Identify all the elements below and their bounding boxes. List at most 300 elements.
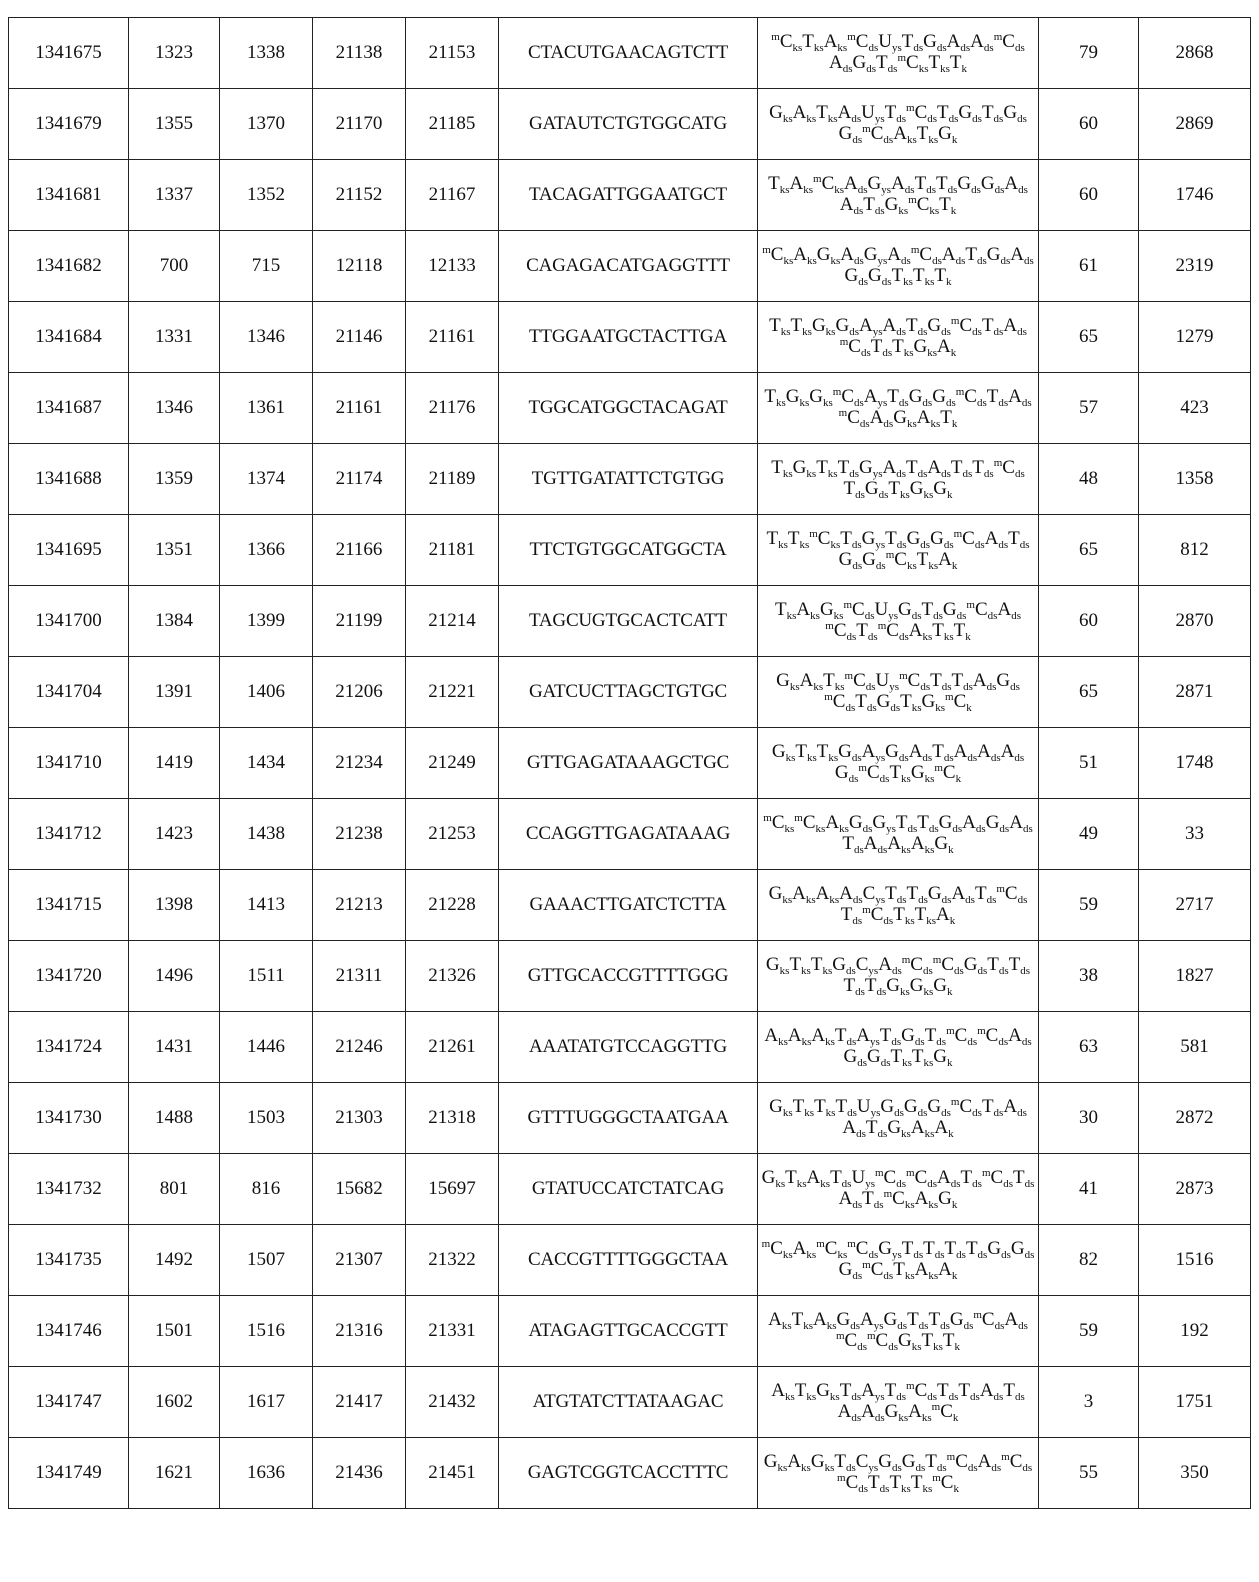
nucleoside-token: $A_{ys}$	[860, 1309, 884, 1333]
sequence-cell: GTATUCCATCTATCAG	[499, 1154, 758, 1225]
nucleoside-token: $G_{ds}$	[838, 741, 862, 765]
nucleoside-token: $T_{ds}$	[862, 1188, 884, 1211]
nucleoside-token: $T_{ks}$	[787, 528, 810, 552]
nucleoside-token: $G_{ds}$	[932, 386, 956, 410]
nucleoside-token: $^mC_{ks}$	[794, 812, 826, 836]
nucleoside-token: $^mC_{ds}$	[901, 954, 933, 978]
nucleoside-token: $A_{ds}$	[1003, 315, 1027, 339]
nucleoside-token: $A_{ds}$	[977, 1451, 1002, 1475]
nucleoside-token: $^mC_{ds}$	[874, 1167, 906, 1191]
nucleoside-token: $T_{ds}$	[944, 1238, 966, 1262]
inhibition-cell: 57	[1039, 373, 1139, 444]
site2-stop-cell: 21167	[406, 160, 499, 231]
nucleoside-token: $G_{ds}$	[878, 1451, 902, 1475]
inhibition-cell: 61	[1039, 231, 1139, 302]
nucleoside-token: $G_{ks}$	[816, 244, 841, 268]
nucleoside-token: $T_{ds}$	[974, 883, 997, 907]
nucleoside-token: $G_{ds}$	[949, 1309, 974, 1333]
nucleoside-token: $T_{ds}$	[843, 478, 865, 501]
site1-start-cell: 1346	[129, 373, 220, 444]
nucleoside-token: $^mC_{ds}$	[950, 315, 982, 339]
site2-stop-cell: 21432	[406, 1367, 499, 1438]
compound-id-cell: 1341715	[9, 870, 129, 941]
nucleoside-token: $^mC_k$	[945, 691, 972, 714]
nucleoside-token: $C_{ys}$	[855, 954, 879, 978]
nucleoside-token: $T_k$	[940, 407, 958, 430]
nucleoside-token: $T_{ds}$	[842, 833, 864, 856]
nucleoside-token: $T_{ds}$	[901, 1238, 924, 1262]
nucleoside-token: $T_{ds}$	[843, 975, 865, 998]
nucleoside-token: $U_{ys}$	[874, 599, 898, 623]
nucleoside-token: $^mC_{ds}$	[906, 102, 938, 126]
chemistry-notation-cell	[758, 1154, 1039, 1225]
nucleoside-token: $A_{ks}$	[815, 883, 840, 907]
nucleoside-token: $T_k$	[934, 265, 952, 288]
chemistry-notation-cell	[758, 1225, 1039, 1296]
nucleoside-token: $G_{ds}$	[832, 954, 856, 978]
nucleoside-token: $^mC_{ds}$	[910, 244, 942, 268]
nucleoside-token: $G_{ds}$	[835, 315, 859, 339]
nucleoside-token: $A_{ds}$	[878, 954, 902, 978]
site1-stop-cell: 715	[220, 231, 313, 302]
nucleoside-token: $A_{ds}$	[984, 528, 1009, 552]
nucleoside-token: $T_{ds}$	[837, 457, 859, 481]
nucleoside-token: $^mC_{ds}$	[862, 1259, 894, 1282]
nucleoside-token: $T_{ds}$	[835, 1096, 857, 1120]
site2-stop-cell: 21451	[406, 1438, 499, 1509]
table-row	[9, 302, 1251, 373]
nucleoside-token: $A_{ds}$	[840, 244, 864, 268]
site1-start-cell: 1423	[129, 799, 220, 870]
compound-id-cell: 1341684	[9, 302, 129, 373]
nucleoside-token: $^mC_{ks}$	[809, 528, 841, 552]
site2-start-cell: 21417	[313, 1367, 406, 1438]
nucleoside-token: $G_{ds}$	[834, 762, 859, 785]
nucleoside-token: $G_{ds}$	[923, 31, 947, 55]
nucleoside-token: $T_{ds}$	[965, 1238, 988, 1262]
nucleoside-token: $T_{ds}$	[840, 904, 863, 927]
nucleoside-token: $A_{ds}$	[844, 173, 868, 197]
table-row	[9, 1225, 1251, 1296]
nucleoside-token: $T_{ds}$	[870, 336, 893, 359]
inhibition-cell: 60	[1039, 586, 1139, 657]
chemistry-notation-cell	[758, 444, 1039, 515]
table-row	[9, 231, 1251, 302]
nucleoside-token: $A_{ds}$	[1004, 173, 1028, 197]
nucleoside-token: $^mC_{ds}$	[946, 1025, 978, 1049]
nucleoside-token: $T_{ks}$	[910, 1472, 933, 1495]
seq-id-cell: 350	[1139, 1438, 1251, 1509]
nucleoside-token: $T_{ks}$	[916, 549, 939, 572]
nucleoside-token: $A_{ks}$	[764, 1025, 788, 1049]
site2-stop-cell: 21181	[406, 515, 499, 586]
nucleoside-token: $G_k$	[934, 833, 954, 856]
site1-stop-cell: 1446	[220, 1012, 313, 1083]
nucleoside-token: $A_{ds}$	[882, 457, 906, 481]
inhibition-cell: 48	[1039, 444, 1139, 515]
nucleoside-token: $G_{ys}$	[878, 1238, 902, 1262]
site1-stop-cell: 1636	[220, 1438, 313, 1509]
nucleoside-token: $T_{ks}$	[792, 1096, 815, 1120]
nucleoside-token: $T_{ks}$	[932, 620, 954, 643]
compound-id-cell: 1341700	[9, 586, 129, 657]
nucleoside-token: $G_{ds}$	[838, 1259, 863, 1282]
nucleoside-token: $A_{ys}$	[861, 741, 886, 765]
site2-start-cell: 21161	[313, 373, 406, 444]
chemistry-notation-cell	[758, 728, 1039, 799]
seq-id-cell: 192	[1139, 1296, 1251, 1367]
nucleoside-token: $A_{ks}$	[768, 1309, 792, 1333]
nucleoside-token: $^mC_{ds}$	[835, 1330, 867, 1353]
table-row	[9, 1367, 1251, 1438]
compound-id-cell: 1341724	[9, 1012, 129, 1083]
nucleoside-token: $^mC_{ds}$	[950, 1096, 982, 1120]
compound-id-cell: 1341730	[9, 1083, 129, 1154]
nucleoside-token: $T_{ks}$	[802, 31, 824, 55]
nucleoside-token: $T_{ds}$	[914, 173, 936, 197]
nucleoside-token: $^mC_{ds}$	[899, 670, 931, 694]
nucleoside-token: $^mC_{ds}$	[955, 386, 987, 410]
site1-start-cell: 1492	[129, 1225, 220, 1296]
site2-start-cell: 21246	[313, 1012, 406, 1083]
nucleoside-token: $A_{ks}$	[771, 1380, 795, 1404]
seq-id-cell: 423	[1139, 373, 1251, 444]
nucleoside-token: $G_{ds}$	[986, 244, 1011, 268]
nucleoside-token: $T_{ds}$	[923, 1238, 945, 1262]
nucleoside-token: $^mC_{ks}$	[763, 812, 795, 836]
nucleoside-token: $T_{ds}$	[884, 1380, 906, 1404]
chemistry-notation-cell	[758, 941, 1039, 1012]
nucleoside-token: $^mC_{ds}$	[866, 1330, 899, 1353]
nucleoside-token: $G_{ds}$	[980, 173, 1005, 197]
nucleoside-token: $A_{ds}$	[946, 31, 971, 55]
nucleoside-token: $T_{ks}$	[914, 904, 936, 927]
nucleoside-token: $A_{ds}$	[979, 1380, 1004, 1404]
nucleoside-token: $A_{ks}$	[796, 599, 820, 623]
site2-stop-cell: 21326	[406, 941, 499, 1012]
chemistry-notation-cell	[758, 870, 1039, 941]
nucleoside-token: $^mC_k$	[934, 762, 962, 785]
site2-stop-cell: 21161	[406, 302, 499, 373]
nucleoside-token: $G_{ds}$	[885, 741, 909, 765]
nucleoside-token: $T_{ds}$	[950, 457, 973, 481]
nucleoside-token: $A_{ks}$	[908, 620, 933, 643]
nucleoside-token: $T_{ks}$	[795, 741, 817, 765]
site1-start-cell: 1419	[129, 728, 220, 799]
sequence-cell: TGGCATGGCTACAGAT	[499, 373, 758, 444]
nucleoside-token: $T_{ks}$	[764, 386, 786, 410]
nucleoside-token: $G_{ds}$	[942, 599, 967, 623]
site2-start-cell: 21303	[313, 1083, 406, 1154]
table-row	[9, 1012, 1251, 1083]
nucleoside-token: $T_{ks}$	[889, 1472, 911, 1495]
nucleoside-token: $^mC_{ds}$	[862, 904, 894, 927]
site1-stop-cell: 1374	[220, 444, 313, 515]
nucleoside-token: $G_k$	[933, 1046, 953, 1069]
nucleoside-token: $G_{ys}$	[863, 244, 888, 268]
nucleoside-token: $A_{ks}$	[916, 407, 941, 430]
seq-id-cell: 2870	[1139, 586, 1251, 657]
nucleoside-token: $G_{ks}$	[785, 386, 810, 410]
nucleoside-token: $T_{ds}$	[885, 528, 907, 552]
chemistry-notation-cell	[758, 18, 1039, 89]
site2-start-cell: 21166	[313, 515, 406, 586]
site2-start-cell: 21199	[313, 586, 406, 657]
nucleoside-token: $G_{ds}$	[930, 528, 954, 552]
nucleoside-token: $T_{ks}$	[893, 1259, 915, 1282]
nucleoside-token: $T_{ds}$	[895, 812, 918, 836]
nucleoside-token: $A_{ks}$	[793, 244, 817, 268]
nucleoside-token: $T_{ds}$	[921, 599, 943, 623]
nucleoside-token: $A_{ks}$	[792, 102, 817, 126]
seq-id-cell: 1746	[1139, 160, 1251, 231]
site2-stop-cell: 21249	[406, 728, 499, 799]
site2-stop-cell: 21318	[406, 1083, 499, 1154]
nucleoside-token: $^mC_{ks}$	[897, 52, 929, 75]
sequence-cell: GTTGCACCGTTTTGGG	[499, 941, 758, 1012]
inhibition-cell: 49	[1039, 799, 1139, 870]
sequence-cell: CAGAGACATGAGGTTT	[499, 231, 758, 302]
nucleoside-token: $G_k$	[933, 478, 953, 501]
nucleoside-token: $A_{ks}$	[914, 1259, 939, 1282]
nucleoside-token: $T_k$	[939, 194, 957, 217]
site2-stop-cell: 21189	[406, 444, 499, 515]
site1-stop-cell: 1503	[220, 1083, 313, 1154]
sequence-cell: CTACUTGAACAGTCTT	[499, 18, 758, 89]
site2-start-cell: 21170	[313, 89, 406, 160]
nucleoside-token: $G_{ds}$	[844, 265, 869, 288]
nucleoside-token: $G_{ds}$	[836, 1309, 861, 1333]
inhibition-cell: 3	[1039, 1367, 1139, 1438]
site1-start-cell: 1391	[129, 657, 220, 728]
nucleoside-token: $^mC_{ds}$	[862, 123, 894, 146]
site2-stop-cell: 21261	[406, 1012, 499, 1083]
nucleoside-token: $G_{ks}$	[792, 457, 817, 481]
nucleoside-token: $G_{ds}$	[864, 478, 889, 501]
table-body	[9, 18, 1251, 1509]
nucleoside-token: $T_{ds}$	[1008, 954, 1031, 978]
site1-start-cell: 1602	[129, 1367, 220, 1438]
nucleoside-token: $T_{ds}$	[868, 1472, 890, 1495]
nucleoside-token: $A_k$	[937, 336, 957, 359]
nucleoside-token: $A_{ds}$	[861, 1401, 885, 1424]
sequence-cell: GTTTUGGGCTAATGAA	[499, 1083, 758, 1154]
nucleoside-token: $T_{ks}$	[823, 670, 845, 694]
nucleoside-token: $G_{ds}$	[898, 599, 922, 623]
site1-start-cell: 1488	[129, 1083, 220, 1154]
nucleoside-token: $G_{ks}$	[909, 975, 934, 998]
nucleoside-token: $G_{ds}$	[906, 528, 931, 552]
nucleoside-token: $G_{ds}$	[927, 315, 951, 339]
site1-start-cell: 700	[129, 231, 220, 302]
chemistry-notation-cell	[758, 231, 1039, 302]
nucleoside-token: $^mC_{ds}$	[825, 620, 857, 643]
nucleoside-token: $A_{ks}$	[799, 670, 824, 694]
nucleoside-token: $T_{ds}$	[884, 102, 906, 126]
nucleoside-token: $T_{ds}$	[981, 102, 1004, 126]
nucleoside-token: $T_{ks}$	[912, 265, 935, 288]
nucleoside-token: $G_{ks}$	[884, 1401, 909, 1424]
nucleoside-token: $G_{ds}$	[876, 691, 901, 714]
nucleoside-token: $G_{ds}$	[1010, 1238, 1035, 1262]
compound-id-cell: 1341679	[9, 89, 129, 160]
chemistry-notation-cell	[758, 657, 1039, 728]
site1-stop-cell: 1406	[220, 657, 313, 728]
table-row	[9, 444, 1251, 515]
seq-id-cell: 2871	[1139, 657, 1251, 728]
nucleoside-token: $T_{ds}$	[928, 1309, 950, 1333]
nucleoside-token: $T_{ds}$	[924, 1025, 947, 1049]
compound-id-cell: 1341687	[9, 373, 129, 444]
inhibition-cell: 60	[1039, 89, 1139, 160]
oligonucleotide-data-table	[8, 17, 1251, 1509]
nucleoside-token: $G_{ds}$	[958, 102, 982, 126]
nucleoside-token: $A_{ds}$	[977, 741, 1001, 765]
nucleoside-token: $T_{ds}$	[834, 1025, 857, 1049]
nucleoside-token: $A_{ys}$	[858, 315, 883, 339]
nucleoside-token: $^mC_{ds}$	[977, 1025, 1009, 1049]
nucleoside-token: $G_{ks}$	[884, 194, 909, 217]
nucleoside-token: $A_{ds}$	[887, 244, 911, 268]
table-row	[9, 941, 1251, 1012]
site2-start-cell: 15682	[313, 1154, 406, 1225]
nucleoside-token: $G_{ds}$	[843, 1046, 867, 1069]
nucleoside-token: $A_{ks}$	[813, 1309, 837, 1333]
site2-start-cell: 21307	[313, 1225, 406, 1296]
seq-id-cell: 2872	[1139, 1083, 1251, 1154]
nucleoside-token: $T_{ks}$	[889, 762, 911, 785]
nucleoside-token: $A_{ds}$	[972, 670, 997, 694]
site1-start-cell: 1431	[129, 1012, 220, 1083]
nucleoside-token: $T_{ds}$	[935, 173, 958, 197]
site2-stop-cell: 21185	[406, 89, 499, 160]
nucleoside-token: $G_{ds}$	[838, 123, 863, 146]
inhibition-cell: 63	[1039, 1012, 1139, 1083]
nucleoside-token: $G_{ds}$	[938, 812, 963, 836]
compound-id-cell: 1341712	[9, 799, 129, 870]
nucleoside-token: $^mC_{ds}$	[832, 386, 864, 410]
nucleoside-token: $G_{ds}$	[852, 52, 877, 75]
nucleoside-token: $A_{ds}$	[839, 883, 863, 907]
site1-stop-cell: 1438	[220, 799, 313, 870]
nucleoside-token: $T_{ds}$	[901, 31, 924, 55]
nucleoside-token: $T_{ks}$	[892, 336, 914, 359]
nucleoside-token: $A_{ds}$	[829, 52, 853, 75]
nucleoside-token: $T_{ks}$	[794, 1380, 817, 1404]
site1-stop-cell: 1370	[220, 89, 313, 160]
table-row	[9, 1083, 1251, 1154]
seq-id-cell: 2868	[1139, 18, 1251, 89]
nucleoside-token: $A_{ds}$	[882, 315, 906, 339]
seq-id-cell: 2869	[1139, 89, 1251, 160]
nucleoside-token: $T_{ks}$	[928, 52, 950, 75]
compound-id-cell: 1341710	[9, 728, 129, 799]
nucleoside-token: $A_{ds}$	[970, 31, 994, 55]
nucleoside-token: $A_k$	[934, 1117, 954, 1140]
compound-id-cell: 1341746	[9, 1296, 129, 1367]
nucleoside-token: $^mC_{ds}$	[877, 620, 909, 643]
nucleoside-token: $A_{ds}$	[869, 407, 894, 430]
site1-stop-cell: 1511	[220, 941, 313, 1012]
site2-stop-cell: 21228	[406, 870, 499, 941]
nucleoside-token: $T_{ks}$	[921, 1330, 943, 1353]
table-row	[9, 160, 1251, 231]
inhibition-cell: 79	[1039, 18, 1139, 89]
nucleoside-token: $A_{ds}$	[839, 194, 864, 217]
nucleoside-token: $A_{ds}$	[1004, 1309, 1028, 1333]
nucleoside-token: $T_{ds}$	[1012, 1167, 1035, 1191]
nucleoside-token: $U_{ys}$	[856, 1096, 881, 1120]
seq-id-cell: 1279	[1139, 302, 1251, 373]
site1-stop-cell: 1413	[220, 870, 313, 941]
nucleoside-token: $T_{ds}$	[937, 1380, 959, 1404]
nucleoside-token: $^mC_{ks}$	[813, 173, 845, 197]
nucleoside-token: $T_{ds}$	[906, 315, 928, 339]
nucleoside-token: $A_{ds}$	[941, 244, 966, 268]
chemistry-notation-cell	[758, 1012, 1039, 1083]
seq-id-cell: 2717	[1139, 870, 1251, 941]
site2-start-cell: 21206	[313, 657, 406, 728]
site1-start-cell: 1621	[129, 1438, 220, 1509]
nucleoside-token: $A_{ds}$	[937, 1167, 961, 1191]
nucleoside-token: $G_{ks}$	[886, 975, 910, 998]
sequence-cell: GTTGAGATAAAGCTGC	[499, 728, 758, 799]
nucleoside-token: $T_{ds}$	[830, 1167, 852, 1191]
inhibition-cell: 41	[1039, 1154, 1139, 1225]
nucleoside-token: $G_{ys}$	[867, 173, 892, 197]
nucleoside-token: $G_{ds}$	[868, 265, 892, 288]
nucleoside-token: $T_{ds}$	[887, 386, 909, 410]
nucleoside-token: $A_{ds}$	[863, 833, 888, 856]
nucleoside-token: $A_{ks}$	[792, 883, 816, 907]
seq-id-cell: 1358	[1139, 444, 1251, 515]
chemistry-notation-cell	[758, 1367, 1039, 1438]
inhibition-cell: 51	[1039, 728, 1139, 799]
nucleoside-token: $G_{ks}$	[761, 1167, 786, 1191]
seq-id-cell: 2873	[1139, 1154, 1251, 1225]
nucleoside-token: $A_{ks}$	[789, 173, 813, 197]
nucleoside-token: $^mC_{ks}$	[883, 1188, 915, 1211]
nucleoside-token: $^mC_k$	[931, 1401, 959, 1424]
nucleoside-token: $A_{ks}$	[823, 31, 848, 55]
table-row	[9, 799, 1251, 870]
nucleoside-token: $G_{ds}$	[866, 1046, 891, 1069]
sequence-cell: TGTTGATATTCTGTGG	[499, 444, 758, 515]
site1-start-cell: 1323	[129, 18, 220, 89]
nucleoside-token: $G_{ds}$	[927, 1096, 951, 1120]
site1-stop-cell: 1516	[220, 1296, 313, 1367]
nucleoside-token: $G_{ds}$	[862, 549, 886, 572]
compound-id-cell: 1341735	[9, 1225, 129, 1296]
nucleoside-token: $G_{ds}$	[963, 954, 988, 978]
site1-stop-cell: 1352	[220, 160, 313, 231]
chemistry-notation-cell	[758, 1083, 1039, 1154]
sequence-cell: GATCUCTTAGCTGTGC	[499, 657, 758, 728]
nucleoside-token: $A_{ds}$	[837, 1401, 862, 1424]
site1-start-cell: 1359	[129, 444, 220, 515]
site2-start-cell: 21146	[313, 302, 406, 373]
seq-id-cell: 33	[1139, 799, 1251, 870]
site1-start-cell: 1384	[129, 586, 220, 657]
table-row	[9, 18, 1251, 89]
nucleoside-token: $A_{ds}$	[927, 457, 951, 481]
nucleoside-token: $T_{ks}$	[785, 1167, 807, 1191]
nucleoside-token: $A_{ds}$	[1009, 812, 1033, 836]
nucleoside-token: $A_{ds}$	[837, 102, 862, 126]
nucleoside-token: $T_{ks}$	[888, 478, 910, 501]
nucleoside-token: $G_{ks}$	[771, 741, 796, 765]
nucleoside-token: $^mC_{ds}$	[966, 599, 998, 623]
